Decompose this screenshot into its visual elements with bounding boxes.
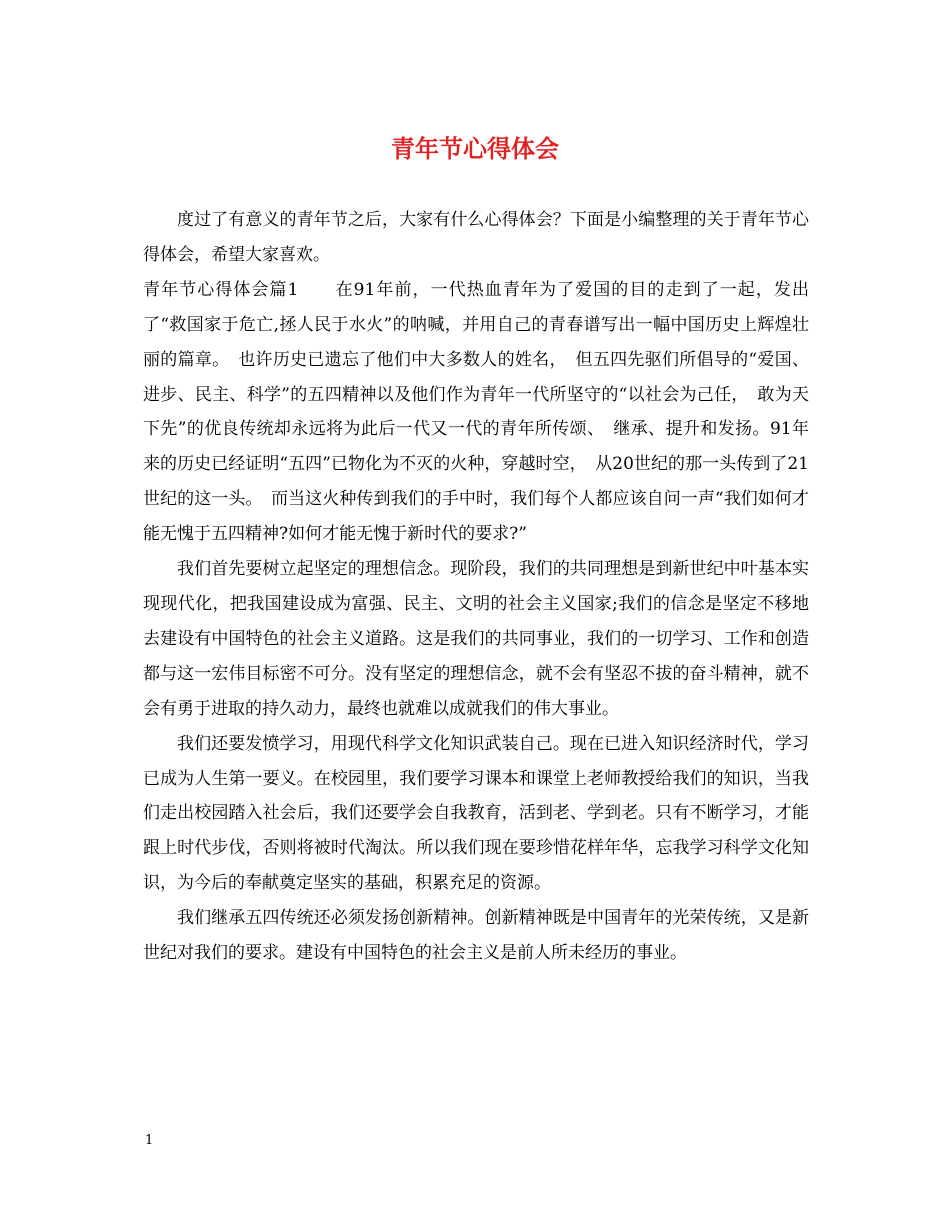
paragraph-innovation: 我们继承五四传统还必须发扬创新精神。创新精神既是中国青年的光荣传统，又是新世纪对我们的要求。建设有中国特色的社会主义是前人所未经历的事业。 bbox=[143, 908, 809, 964]
document-body bbox=[143, 203, 809, 971]
paragraph-section-1: 青年节心得体会篇1 在91年前，一代热血青年为了爱国的目的走到了一起，发出了“救国家于危亡,拯人民于水火”的呐喊，并用自己的青春谱写出一幅中国历史上辉煌壮丽的篇章。 也许历史已遗忘了他们中大多数人的姓名， 但五四先驱们所倡导的“爱国、进步、民主、科学”的五四精神以及他们作为青年一代所坚守的“以社会为己任， 敢为天下先”的优良传统却永远将为此后一代又一代的青年所传颂、 继承、提升和发扬。91年来的历史已经证明“五四”已物化为不灭的火种，穿越时空， 从20世纪的那一头传到了21世纪的这一头。 而当这火种传到我们的手中时，我们每个人都应该自问一声“我们如何才能无愧于五四精神?如何才能无愧于新时代的要求?” bbox=[143, 279, 809, 545]
paragraph-intro: 度过了有意义的青年节之后，大家有什么心得体会？下面是小编整理的关于青年节心得体会，希望大家喜欢。 bbox=[143, 210, 809, 265]
paragraph-ideals: 我们首先要树立起坚定的理想信念。现阶段，我们的共同理想是到新世纪中叶基本实现现代化，把我国建设成为富强、民主、文明的社会主义国家;我们的信念是坚定不移地去建设有中国特色的社会主义道路。这是我们的共同事业，我们的一切学习、工作和创造都与这一宏伟目标密不可分。没有坚定的理想信念，就不会有坚忍不拔的奋斗精神，就不会有勇于进取的持久动力，最终也就难以成就我们的伟大事业。 bbox=[143, 559, 809, 719]
paragraph-study: 我们还要发愤学习，用现代科学文化知识武装自己。现在已进入知识经济时代，学习已成为人生第一要义。在校园里，我们要学习课本和课堂上老师教授给我们的知识，当我们走出校园踏入社会后，我们还要学会自我教育，活到老、学到老。只有不断学习，才能跟上时代步伐，否则将被时代淘汰。所以我们现在要珍惜花样年华，忘我学习科学文化知识，为今后的奉献奠定坚实的基础，积累充足的资源。 bbox=[143, 733, 809, 894]
page-number: 1 bbox=[145, 1133, 154, 1148]
document-title: 青年节心得体会 bbox=[391, 135, 559, 163]
